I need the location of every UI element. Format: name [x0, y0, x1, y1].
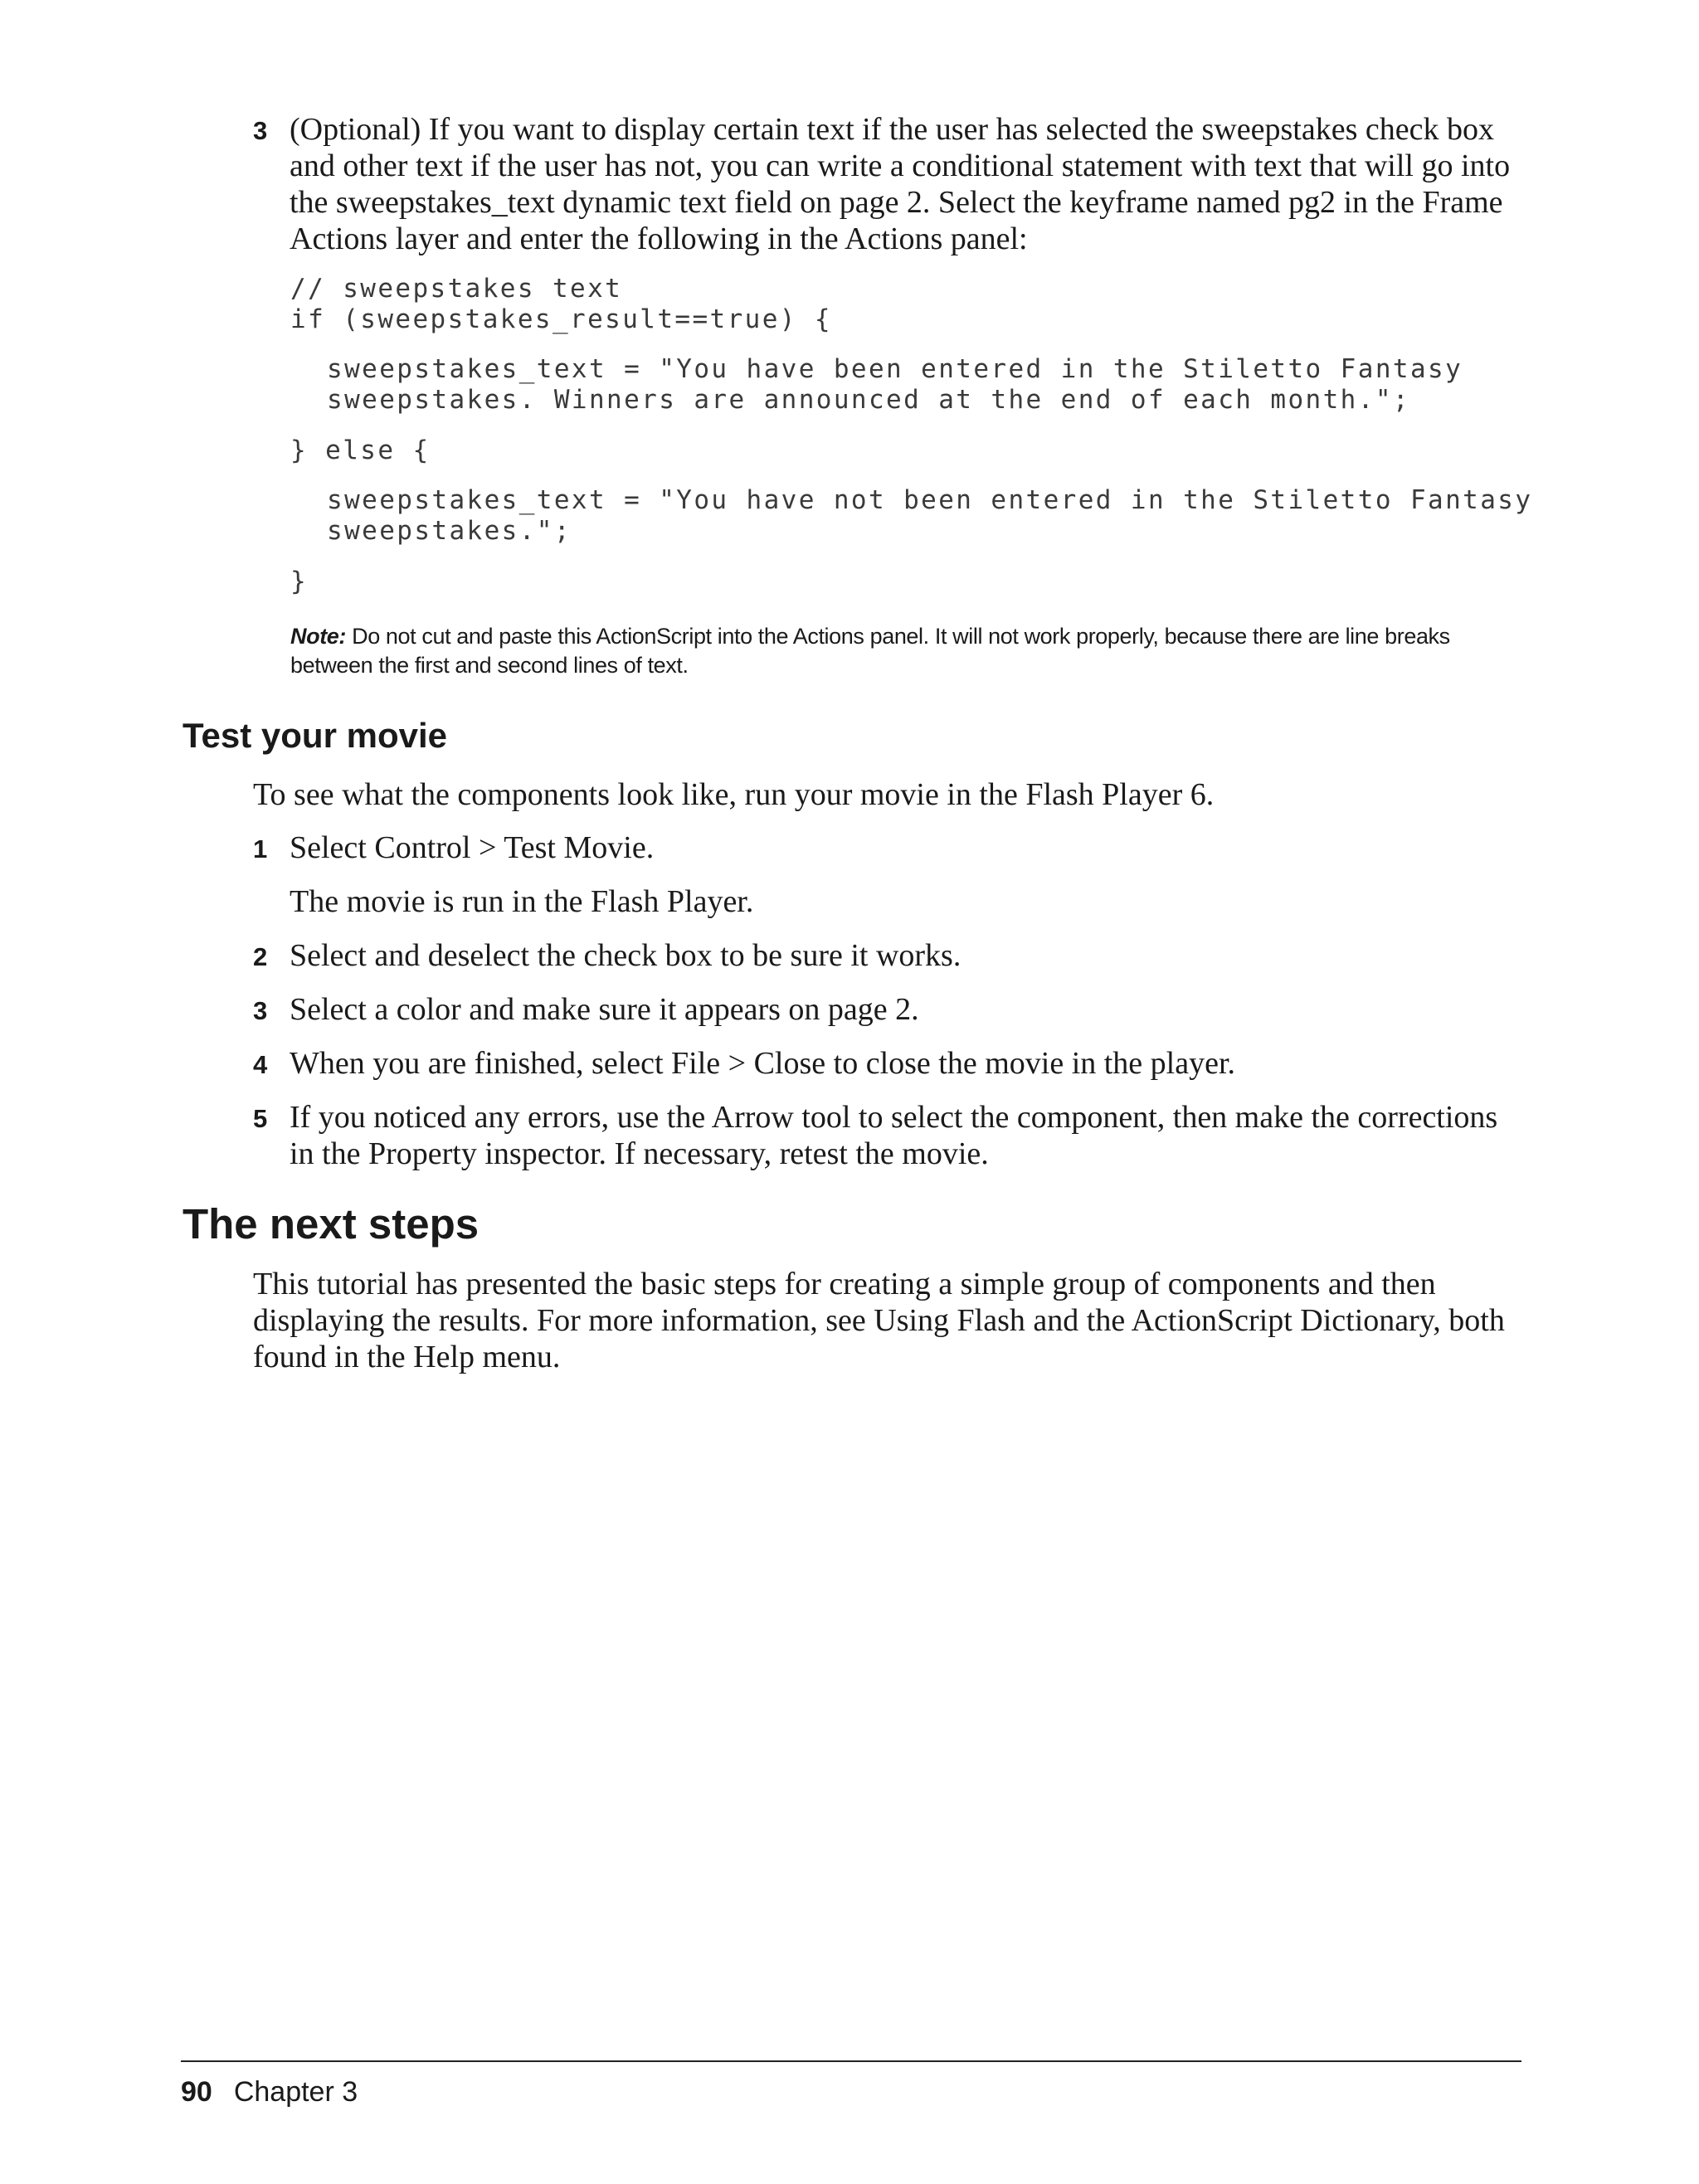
- step-number: 4: [253, 1050, 268, 1079]
- note-label: Note:: [290, 624, 346, 649]
- page-footer: [181, 2074, 358, 2110]
- test-step-3: [253, 991, 1522, 1029]
- test-step-1: [253, 829, 1522, 868]
- code-line-assign-false-2: sweepstakes.";: [327, 516, 572, 546]
- step-text: When you are finished, select File > Close to close the movie in the player.: [290, 1046, 1236, 1081]
- test-step-5: [253, 1099, 1522, 1172]
- note-text: Do not cut and paste this ActionScript into the Actions panel. It will not work properly, because there are line breaks between the first and second lines of text.: [290, 624, 1450, 678]
- test-step-2: [253, 937, 1522, 975]
- note: [290, 622, 1518, 680]
- code-line-assign-true-2: sweepstakes. Winners are announced at the end of each month.";: [327, 385, 1410, 415]
- step-number: 2: [253, 942, 268, 971]
- section-heading-next-steps: The next steps: [183, 1200, 480, 1248]
- step-3-optional: [253, 111, 1522, 257]
- step-text: Select a color and make sure it appears on page 2.: [290, 992, 919, 1027]
- code-line-else: } else {: [290, 435, 431, 465]
- code-line-if: if (sweepstakes_result==true) {: [290, 304, 832, 334]
- step-text: Select Control > Test Movie.: [290, 830, 655, 865]
- step-number: 5: [253, 1104, 268, 1133]
- step-text: (Optional) If you want to display certain text if the user has selected the sweepstakes check box and other text if the user has not, you can write a conditional statement with text that will go into the sweepstakes_text dynamic text field on page 2. Select the keyframe named pg2 in the Frame Actions layer and enter the following in the Actions panel:: [290, 112, 1511, 256]
- step-number: 1: [253, 834, 268, 863]
- test-step-4: [253, 1045, 1522, 1083]
- footer-divider: [181, 2060, 1521, 2062]
- section-heading-test-movie: Test your movie: [183, 716, 447, 755]
- test-step-1-followup: The movie is run in the Flash Player.: [290, 884, 754, 919]
- code-line-assign-true-1: sweepstakes_text = "You have been entered in the Stiletto Fantasy: [327, 354, 1463, 384]
- step-text: Select and deselect the check box to be sure it works.: [290, 938, 961, 973]
- chapter-label: Chapter 3: [233, 2076, 358, 2108]
- step-text: If you noticed any errors, use the Arrow tool to select the component, then make the corrections in the Property inspector. If necessary, retest the movie.: [290, 1100, 1498, 1171]
- test-intro-paragraph: To see what the components look like, run your movie in the Flash Player 6.: [253, 777, 1215, 812]
- step-number: 3: [253, 996, 268, 1025]
- step-number: 3: [253, 116, 268, 145]
- page-number: 90: [181, 2076, 212, 2108]
- code-line-assign-false-1: sweepstakes_text = "You have not been entered in the Stiletto Fantasy: [327, 485, 1533, 515]
- code-line-comment: // sweepstakes text: [290, 274, 623, 304]
- code-line-close-brace: }: [290, 567, 309, 596]
- next-steps-paragraph: This tutorial has presented the basic steps for creating a simple group of components and then displaying the results. For more information, see Using Flash and the ActionScript Dictionary, both found in the Help menu.: [253, 1267, 1505, 1374]
